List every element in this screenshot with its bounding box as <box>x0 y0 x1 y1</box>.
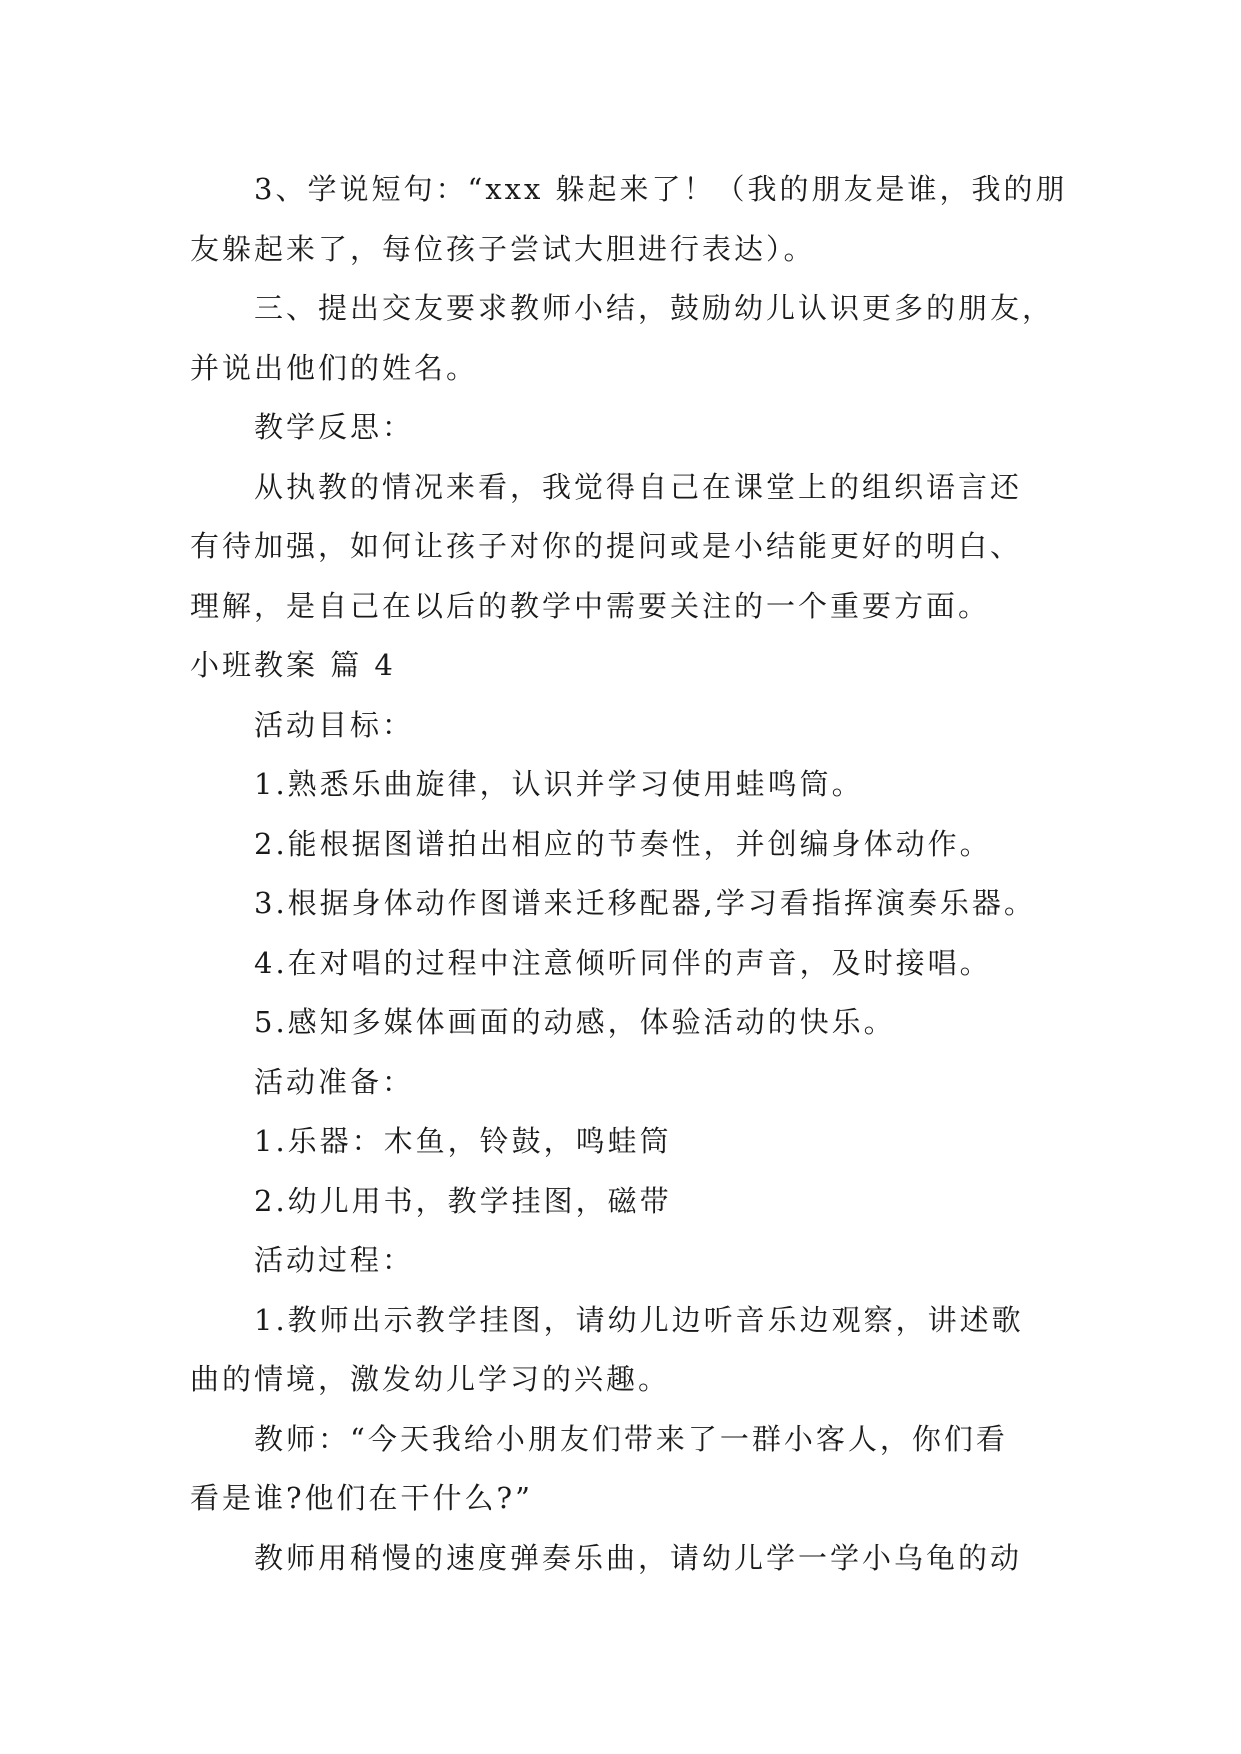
list-item: 5.感知多媒体画面的动感，体验活动的快乐。 <box>254 1005 896 1039</box>
text-line: 理解，是自己在以后的教学中需要关注的一个重要方面。 <box>190 588 991 623</box>
list-item: 3.根据身体动作图谱来迁移配器,学习看指挥演奏乐器。 <box>254 886 1036 920</box>
text-line: 友躲起来了，每位孩子尝试大胆进行表达）。 <box>190 231 816 266</box>
text-line: 从执教的情况来看，我觉得自己在课堂上的组织语言还 <box>254 469 1023 504</box>
text-line: 教师用稍慢的速度弹奏乐曲，请幼儿学一学小乌龟的动 <box>254 1540 1023 1575</box>
text-line: 曲的情境，激发幼儿学习的兴趣。 <box>190 1362 671 1396</box>
list-item: 4.在对唱的过程中注意倾听同伴的声音，及时接唱。 <box>254 945 992 980</box>
section-label: 活动准备： <box>254 1064 415 1099</box>
text-line: 看是谁?他们在干什么?” <box>190 1481 533 1515</box>
section-label: 教学反思： <box>254 410 415 444</box>
section-label: 活动目标： <box>254 707 415 742</box>
list-item: 2.能根据图谱拍出相应的节奏性，并创编身体动作。 <box>254 826 992 861</box>
section-label: 活动过程： <box>254 1243 415 1277</box>
text-line: 有待加强，如何让孩子对你的提问或是小结能更好的明白、 <box>190 529 1023 563</box>
list-item: 2.幼儿用书，教学挂图，磁带 <box>254 1183 672 1218</box>
section-heading: 小班教案 篇 4 <box>190 648 396 682</box>
text-line: 并说出他们的姓名。 <box>190 350 479 385</box>
text-line: 教师：“今天我给小朋友们带来了一群小客人，你们看 <box>254 1421 1008 1456</box>
list-item: 1.教师出示教学挂图，请幼儿边听音乐边观察，讲述歌 <box>254 1302 1024 1337</box>
document-body <box>190 160 1068 1588</box>
text-line: 3、学说短句：“xxx 躲起来了！（我的朋友是谁，我的朋 <box>254 172 1068 206</box>
text-line: 三、提出交友要求教师小结，鼓励幼儿认识更多的朋友， <box>254 291 1055 325</box>
list-item: 1.熟悉乐曲旋律，认识并学习使用蛙鸣筒。 <box>254 767 864 801</box>
list-item: 1.乐器：木鱼，铃鼓，鸣蛙筒 <box>254 1124 672 1158</box>
